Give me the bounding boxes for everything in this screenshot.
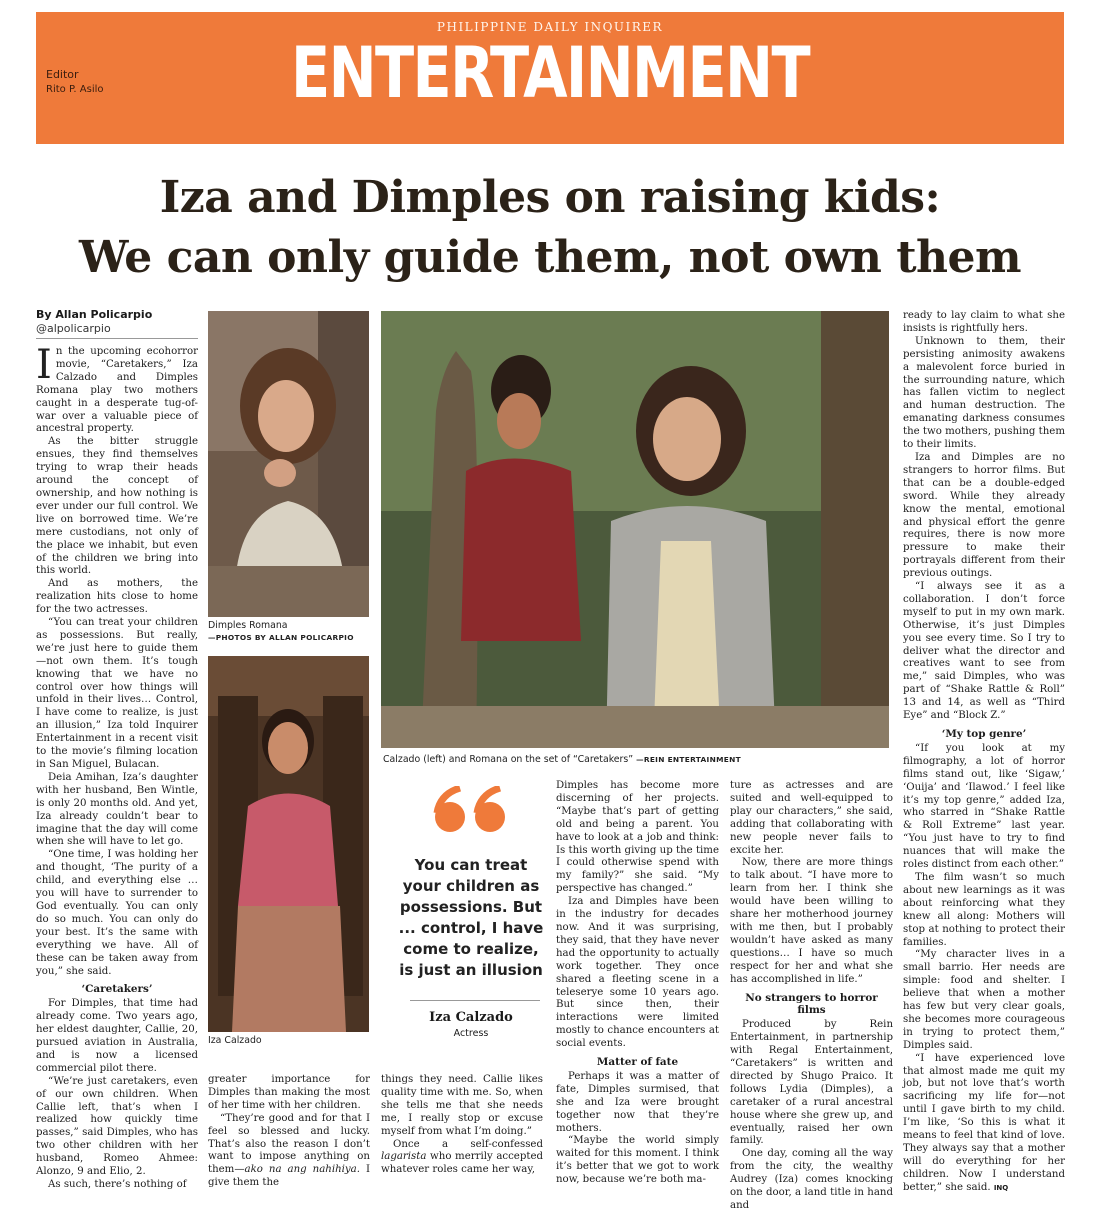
paragraph: “You can treat your children as possessions. But really, we’re just here to guide them—not own them. It’s tough knowing that we have no control over how things will unfold in their lives… Control, I have come to realize, is just an illusion,” Iza told Inquirer Entertainment in a recent visit to the movie’s filming location in San Miguel, Bulacan. bbox=[36, 617, 198, 770]
editor-label: Editor bbox=[46, 68, 79, 81]
paragraph: The film wasn’t so much about new learnings as it was about reinforcing what they knew all along: Mothers will stop at nothing to protect their families. bbox=[903, 871, 1065, 948]
paragraph: As such, there’s nothing of bbox=[48, 1179, 187, 1190]
headline-line-1: Iza and Dimples on raising kids: bbox=[159, 172, 941, 223]
end-mark: INQ bbox=[993, 1183, 1009, 1192]
scene-image bbox=[381, 311, 889, 748]
paragraph: In the upcoming ecohorror movie, “Caretakers,” Iza Calzado and Dimples Romana play two mothers caught in a desperate tug-of-war over a valuable piece of ancestral property. bbox=[36, 342, 198, 435]
photo-iza-calzado bbox=[208, 656, 369, 1032]
subhead: ‘Caretakers’ bbox=[81, 983, 153, 996]
paragraph: “I have experienced love that almost made me quit my job, but not love that’s worth sacrificing my life for—not until I gave birth to my child. I’m like, ‘So this is what it means to feel that kind of love. They always say that a mother will do everything for her children. Now I understand better,” she said. INQ bbox=[903, 1052, 1065, 1193]
paragraph: For Dimples, that time had already come. Two years ago, her eldest daughter, Callie, 20, pursued aviation in Australia, and is now a licensed commercial pilot there. bbox=[36, 998, 198, 1074]
paragraph: And as mothers, the realization hits close to home for the two actresses. bbox=[36, 578, 198, 616]
caption-dimples: Dimples Romana bbox=[208, 620, 288, 631]
paragraph: “We’re just caretakers, even of our own children. When Callie left, that’s when I realized how quickly time passes,” said Dimples, who has two other children with her husband, Romeo Ahmee: Alonzo, 9 and Elio, 2. bbox=[36, 1075, 198, 1178]
paragraph: Perhaps it was a matter of fate, Dimples surmised, that she and Iza were brought together now that they’re mothers. bbox=[556, 1070, 719, 1134]
paragraph: Iza and Dimples are no strangers to horror films. But that can be a double-edged sword. While they already know the mental, emotional and physical effort the genre requires, there is now more pressure to make their portrayals different from their previous outings. bbox=[903, 451, 1065, 580]
paragraph: As the bitter struggle ensues, they find themselves trying to wrap their heads around the concept of ownership, and how nothing is ever under our full control. We live on borrowed time. We’re mere custodians, not only of the place we inhabit, but even of the children we bring into this world. bbox=[36, 436, 198, 577]
paragraph: “If you look at my filmography, a lot of horror films stand out, like ‘Sigaw,’ ‘Ouija’ and ‘Ilawod.’ I feel like it’s my top genre,” added Iza, who starred in “Shake Rattle & Roll Extreme” last year. “You just have to try to find nuances that will make the roles distinct from each other.” bbox=[903, 742, 1065, 871]
paragraph: “They’re good and for that I feel so blessed and lucky. That’s also the reason I don’t want to impose anything on them—ako na ang nahihiya. I give them the bbox=[208, 1112, 371, 1189]
paper-name: PHILIPPINE DAILY INQUIRER bbox=[436, 20, 664, 34]
paragraph: Now, there are more things to talk about. “I have more to learn from her. I think she would have been willing to share her motherhood journey with me then, but I probably wouldn’t have asked as many questions… I have so much respect for her and what she has accomplished in life.” bbox=[730, 857, 893, 985]
paragraph: things they need. Callie likes quality time with me. So, when she tells me that she needs me, I really stop or excuse myself from what I’m doing.” bbox=[381, 1074, 543, 1137]
portrait-image bbox=[208, 656, 369, 1032]
quote-marks-icon bbox=[420, 786, 520, 836]
pull-quote-text: You can treat your children as possessions. But ... control, I have come to realize, is just an illusion bbox=[398, 856, 544, 979]
paragraph: Deia Amihan, Iza’s daughter with her husband, Ben Wintle, is only 20 months old. And yet, Iza already couldn’t bear to imagine that the day will come when she will have to let go. bbox=[36, 771, 198, 848]
subhead: ‘My top genre’ bbox=[941, 728, 1027, 740]
photo-dimples-romana bbox=[208, 311, 369, 617]
masthead-banner bbox=[36, 12, 1064, 144]
article-column-5 bbox=[730, 780, 893, 1213]
caption-main-text: Calzado (left) and Romana on the set of “Caretakers” bbox=[383, 754, 634, 765]
article-column-2 bbox=[208, 1074, 370, 1190]
photo-main-scene bbox=[381, 311, 889, 748]
caption-iza: Iza Calzado bbox=[208, 1035, 262, 1046]
subhead: Matter of fate bbox=[596, 1056, 679, 1069]
byline-author: By Allan Policarpio bbox=[36, 308, 153, 321]
byline-handle: @alpolicarpio bbox=[36, 322, 111, 335]
paragraph: “Maybe the world simply waited for this moment. I think it’s better that we got to work now, because we’re both ma- bbox=[556, 1135, 719, 1186]
paragraph: “My character lives in a small barrio. Her needs are simple: food and shelter. I believe that when a mother has few but very clear goals, she becomes more courageous in trying to protect them,” Dimples said. bbox=[903, 949, 1065, 1051]
paragraph: Dimples has become more discerning of her projects. “Maybe that’s part of getting old and being a parent. You have to look at a job and think: Is this worth giving up the time I could otherwise spend with my family?” she said. “My perspective has changed.” bbox=[556, 780, 719, 895]
byline-divider bbox=[36, 338, 198, 339]
paragraph: ready to lay claim to what she insists is rightfully hers. bbox=[903, 310, 1065, 334]
caption-main-photo bbox=[383, 754, 741, 765]
paragraph: “I always see it as a collaboration. I don’t force myself to put in my own mark. Otherwise, it’s just Dimples you see every time. So I try to deliver what the director and creatives want to see from me,” said Dimples, who was part of “Shake Rattle & Roll” 13 and 14, as well as “Third Eye” and “Block Z.” bbox=[903, 581, 1065, 722]
article-column-4 bbox=[556, 780, 719, 1187]
paragraph: “One time, I was holding her and thought, ‘The purity of a child, and everything else … you will have to surrender to God eventually. You can only do so much. You can only do your best. It’s the same with everything we have. All of these can be taken away from you,” she said. bbox=[36, 849, 198, 977]
subhead: No strangers to horror films bbox=[745, 991, 878, 1017]
headline bbox=[36, 168, 1064, 288]
portrait-image bbox=[208, 311, 369, 617]
paragraph: ture as actresses and are suited and well-equipped to play our characters,” she said, adding that collaborating with new people never fails to excite her. bbox=[730, 780, 893, 856]
drop-cap: I bbox=[36, 342, 52, 388]
editor-name: Rito P. Asilo bbox=[46, 84, 104, 95]
article-column-3 bbox=[381, 1074, 543, 1177]
paragraph: Produced by Rein Entertainment, in partnership with Regal Entertainment, “Caretakers” is written and directed by Shugo Praico. It follows Lydia (Dimples), a caretaker of a rural ancestral house where she grew up, and eventually, raised her own family. bbox=[730, 1019, 893, 1147]
section-title: ENTERTAINMENT bbox=[291, 32, 809, 114]
paragraph: greater importance for Dimples than making the most of her time with her children. bbox=[208, 1074, 370, 1111]
pull-quote-divider bbox=[410, 1000, 540, 1001]
pull-quote-role: Actress bbox=[453, 1028, 489, 1039]
credit-photos: —PHOTOS BY ALLAN POLICARPIO bbox=[208, 633, 354, 642]
paragraph: One day, coming all the way from the city, the wealthy Audrey (Iza) comes knocking on the door, a land title in hand and bbox=[730, 1148, 893, 1211]
paragraph: Iza and Dimples have been in the industry for decades now. And it was surprising, they said, that they have never had the opportunity to actually work together. They once shared a fleeting scene in a teleserye some 10 years ago. But since then, their interactions were limited mostly to chance encounters at social events. bbox=[556, 896, 719, 1050]
headline-line-2: We can only guide them, not own them bbox=[78, 232, 1022, 283]
pull-quote-name: Iza Calzado bbox=[429, 1010, 513, 1025]
credit-rein: —REIN ENTERTAINMENT bbox=[636, 755, 741, 764]
article-column-6 bbox=[903, 310, 1065, 1195]
article-column-1 bbox=[36, 342, 198, 1192]
paragraph: Once a self-confessed lagarista who merrily accepted whatever roles came her way, bbox=[381, 1138, 543, 1176]
paragraph: Unknown to them, their persisting animosity awakens a malevolent force buried in the surrounding nature, which has fallen victim to neglect and human destruction. The emanating darkness consumes the two mothers, pushing them to their limits. bbox=[903, 335, 1065, 451]
